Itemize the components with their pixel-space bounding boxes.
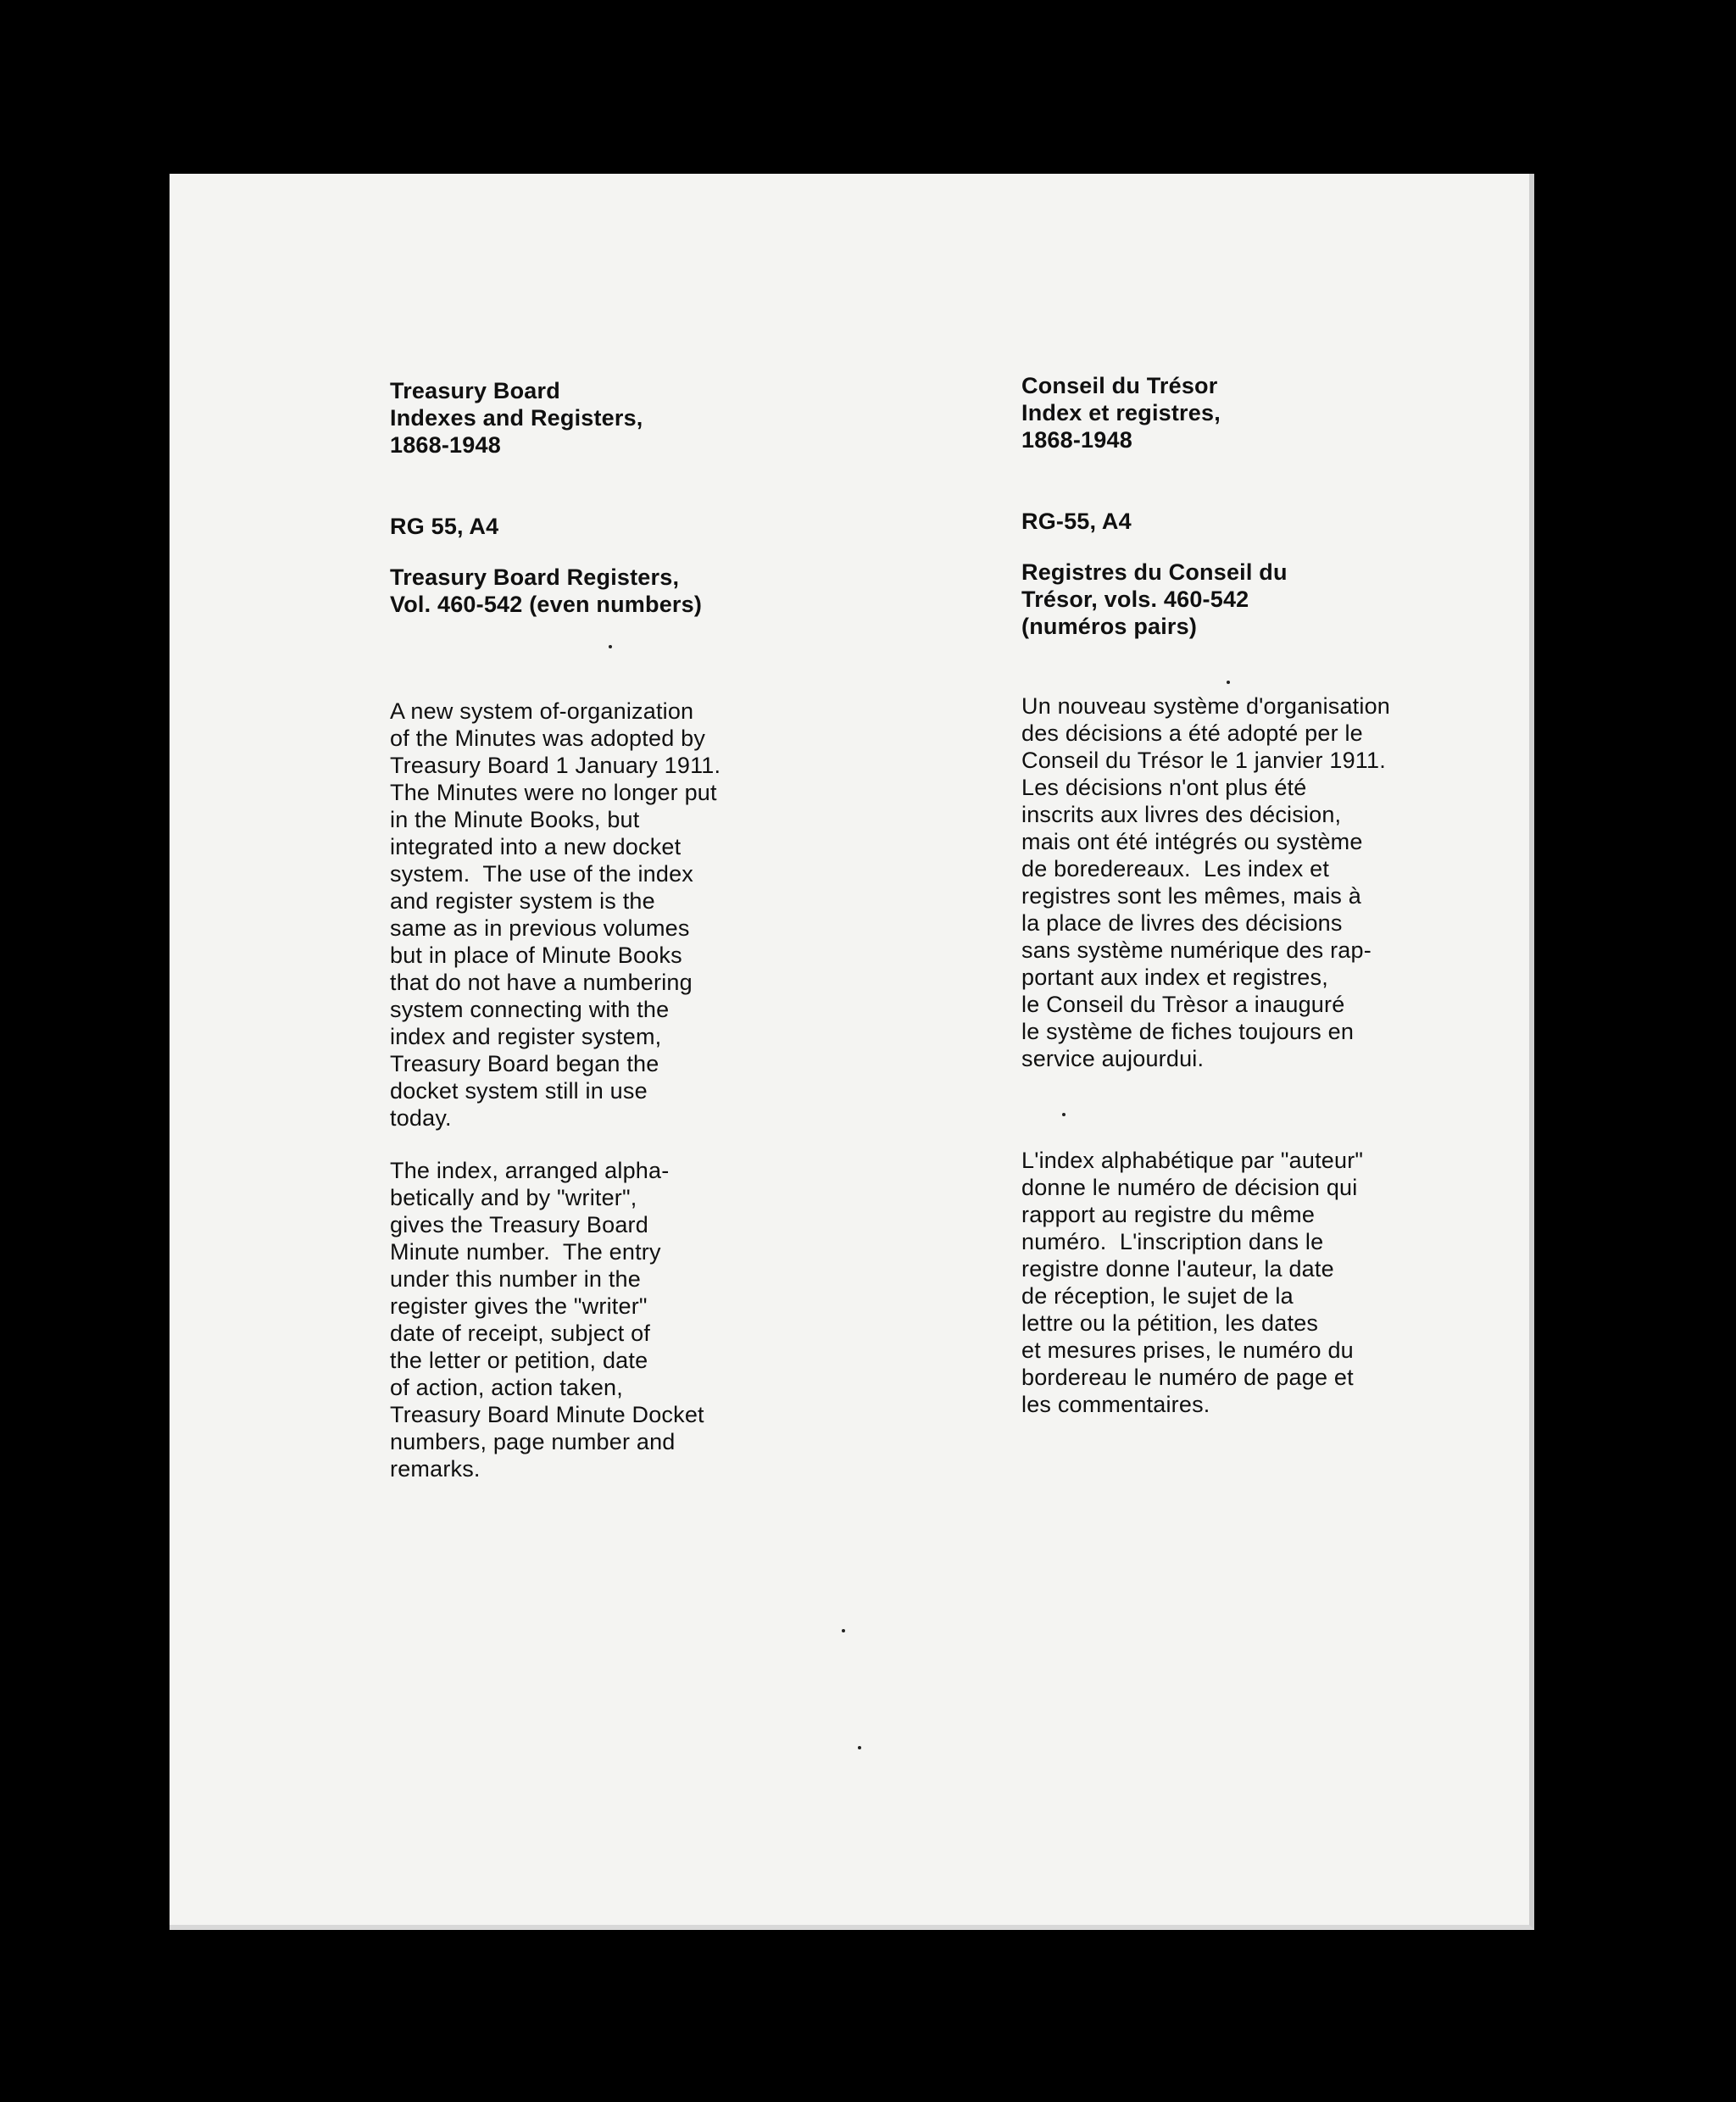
paragraph-line: des décisions a été adopté per le — [1021, 720, 1363, 746]
scan-speck — [858, 1746, 861, 1749]
french-heading-line: Index et registres, — [1021, 400, 1221, 425]
paragraph-line: service aujourdui. — [1021, 1046, 1205, 1071]
document-page — [170, 174, 1534, 1930]
english-reference — [390, 513, 498, 540]
scan-speck — [1227, 681, 1230, 684]
paragraph-line: le Conseil du Trèsor a inauguré — [1021, 992, 1345, 1017]
paragraph-line: the letter or petition, date — [390, 1348, 648, 1373]
paragraph-line: of the Minutes was adopted by — [390, 726, 706, 751]
paragraph-line: donne le numéro de décision qui — [1021, 1175, 1358, 1200]
french-subtitle-line: Registres du Conseil du — [1021, 559, 1288, 585]
paragraph-line: rapport au registre du même — [1021, 1202, 1316, 1227]
english-heading-line: 1868-1948 — [390, 432, 501, 458]
paragraph-line: le système de fiches toujours en — [1021, 1019, 1355, 1044]
paragraph-line: de réception, le sujet de la — [1021, 1283, 1294, 1309]
paragraph-line: of action, action taken, — [390, 1375, 623, 1400]
paragraph-line: system connecting with the — [390, 997, 670, 1022]
paragraph-line: Conseil du Trésor le 1 janvier 1911. — [1021, 748, 1386, 773]
french-heading-line: 1868-1948 — [1021, 427, 1132, 453]
french-heading-line: Conseil du Trésor — [1021, 373, 1218, 398]
paragraph-line: Treasury Board 1 January 1911. — [390, 753, 721, 778]
paragraph-line: sans système numérique des rap- — [1021, 937, 1372, 963]
paragraph-line: remarks. — [390, 1456, 481, 1482]
paragraph-line: date of receipt, subject of — [390, 1321, 651, 1346]
paragraph-line: The Minutes were no longer put — [390, 780, 717, 805]
paragraph-line: inscrits aux livres des décision, — [1021, 802, 1342, 827]
english-subtitle-line: Vol. 460-542 (even numbers) — [390, 592, 703, 617]
paragraph-line: L'index alphabétique par "auteur" — [1021, 1148, 1364, 1173]
scan-speck — [1062, 1113, 1066, 1116]
paragraph-line: The index, arranged alpha- — [390, 1158, 670, 1183]
paragraph-line: index and register system, — [390, 1024, 662, 1049]
french-subtitle-line: Trésor, vols. 460-542 — [1021, 587, 1249, 612]
paragraph-line: gives the Treasury Board — [390, 1212, 648, 1237]
paragraph-line: under this number in the — [390, 1266, 641, 1292]
paragraph-line: numéro. L'inscription dans le — [1021, 1229, 1324, 1254]
paragraph-line: docket system still in use — [390, 1078, 648, 1104]
french-subtitle-line: (numéros pairs) — [1021, 614, 1198, 639]
paragraph-line: system. The use of the index — [390, 861, 693, 887]
paragraph-line: that do not have a numbering — [390, 970, 693, 995]
paragraph-line: today. — [390, 1105, 452, 1131]
paragraph-line: numbers, page number and — [390, 1429, 676, 1454]
french-reference — [1021, 508, 1132, 535]
paragraph-line: betically and by "writer", — [390, 1185, 637, 1210]
english-subtitle — [390, 564, 702, 618]
paragraph-line: integrated into a new docket — [390, 834, 682, 859]
paragraph-line: Treasury Board began the — [390, 1051, 659, 1076]
paragraph-line: and register system is the — [390, 888, 655, 914]
paragraph-line: but in place of Minute Books — [390, 943, 682, 968]
french-paragraph-2 — [1021, 1147, 1363, 1418]
english-paragraph-1 — [390, 698, 721, 1132]
paragraph-line: Un nouveau système d'organisation — [1021, 693, 1391, 719]
paragraph-line: et mesures prises, le numéro du — [1021, 1337, 1354, 1363]
paragraph-line: registre donne l'auteur, la date — [1021, 1256, 1334, 1282]
paragraph-line: in the Minute Books, but — [390, 807, 640, 832]
paragraph-line: Minute number. The entry — [390, 1239, 661, 1265]
paragraph-line: registres sont les mêmes, mais à — [1021, 883, 1362, 909]
paragraph-line: la place de livres des décisions — [1021, 910, 1343, 936]
english-heading-line: Indexes and Registers, — [390, 405, 643, 431]
paragraph-line: register gives the "writer" — [390, 1293, 648, 1319]
paragraph-line: mais ont été intégrés ou système — [1021, 829, 1363, 854]
paragraph-line: portant aux index et registres, — [1021, 965, 1328, 990]
paragraph-line: les commentaires. — [1021, 1392, 1210, 1417]
scan-speck — [842, 1629, 845, 1632]
french-heading — [1021, 372, 1221, 453]
french-reference-text: RG-55, A4 — [1021, 509, 1132, 534]
french-paragraph-1 — [1021, 692, 1390, 1072]
paragraph-line: A new system of-organization — [390, 698, 694, 724]
english-heading-line: Treasury Board — [390, 378, 560, 403]
scan-speck — [609, 645, 612, 648]
paragraph-line: bordereau le numéro de page et — [1021, 1365, 1354, 1390]
paragraph-line: same as in previous volumes — [390, 915, 690, 941]
french-subtitle — [1021, 559, 1288, 640]
english-reference-text: RG 55, A4 — [390, 514, 499, 539]
english-paragraph-2 — [390, 1157, 704, 1482]
paragraph-line: de boredereaux. Les index et — [1021, 856, 1330, 881]
paragraph-line: Les décisions n'ont plus été — [1021, 775, 1307, 800]
english-subtitle-line: Treasury Board Registers, — [390, 564, 680, 590]
paragraph-line: Treasury Board Minute Docket — [390, 1402, 704, 1427]
paragraph-line: lettre ou la pétition, les dates — [1021, 1310, 1319, 1336]
english-heading — [390, 377, 643, 459]
